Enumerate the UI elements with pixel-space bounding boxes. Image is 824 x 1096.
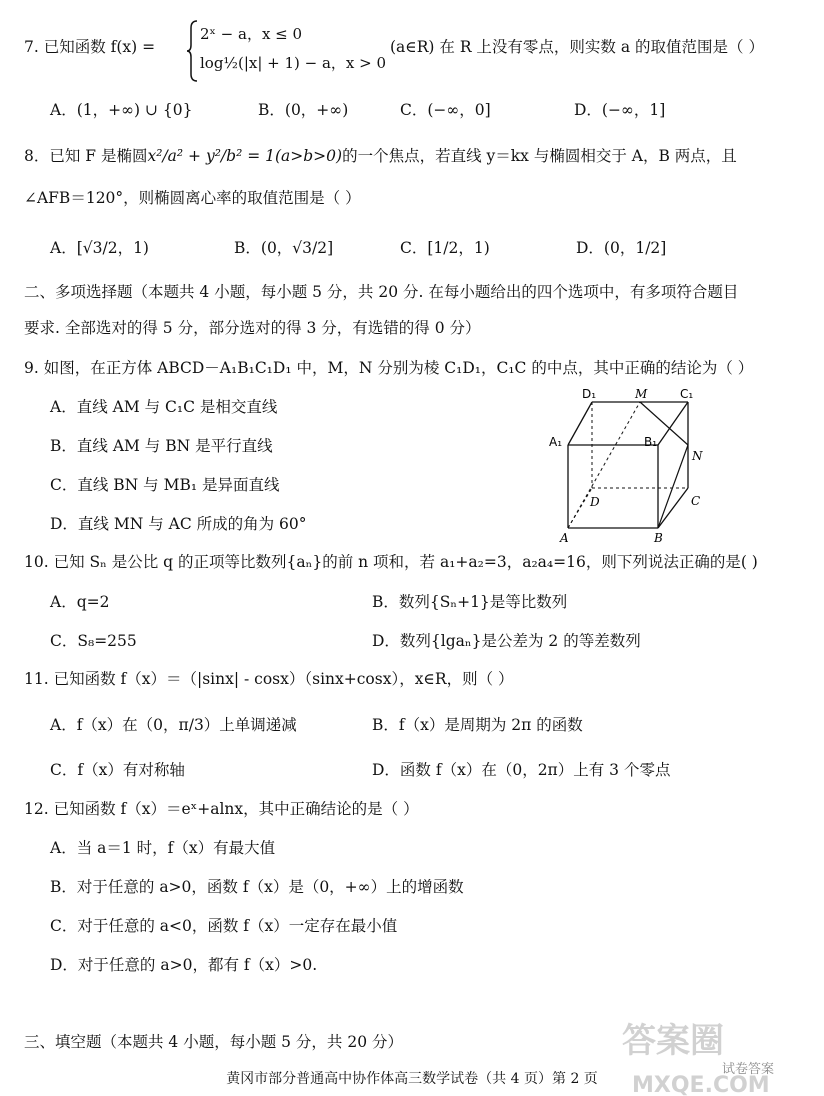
- watermark-subtext: 试卷答案: [721, 1062, 774, 1077]
- q12-stem: 12. 已知函数 f（x）＝eˣ+alnx，其中正确结论的是（ ）: [24, 800, 419, 818]
- q12-option-d: D．对于任意的 a>0，都有 f（x）>0.: [50, 956, 318, 974]
- q7-piece-2: log½(|x| + 1) − a，x > 0: [200, 54, 387, 72]
- label-c1: C₁: [680, 387, 694, 401]
- q9-stem: 9. 如图，在正方体 ABCD－A₁B₁C₁D₁ 中，M，N 分别为棱 C₁D₁，C₁C 的中点，其中正确的结论为（ ）: [24, 359, 754, 377]
- label-d: D: [590, 495, 600, 509]
- q8-option-c: C．[1/2，1): [400, 239, 490, 257]
- watermark-logo-text: 答案圈: [622, 1021, 724, 1061]
- q9-option-b: B．直线 AM 与 BN 是平行直线: [50, 437, 273, 455]
- section-3-heading: 三、填空题（本题共 4 小题，每小题 5 分，共 20 分）: [24, 1033, 404, 1051]
- q12-option-a: A．当 a＝1 时，f（x）有最大值: [50, 839, 276, 857]
- q7-lead: 7. 已知函数 f(x) =: [24, 38, 156, 56]
- q10-option-a: A．q=2: [50, 593, 110, 611]
- q9-option-d: D．直线 MN 与 AC 所成的角为 60°: [50, 515, 307, 533]
- label-m: M: [635, 387, 648, 401]
- q8-option-d: D．(0，1/2]: [576, 239, 667, 257]
- cube-diagram: [540, 380, 720, 545]
- label-c: C: [691, 494, 701, 508]
- q11-stem: 11. 已知函数 f（x）＝（|sinx| - cosx）（sinx+cosx），x∈R，则（ ）: [24, 670, 514, 688]
- q8-option-b: B．(0，√3/2]: [234, 239, 334, 257]
- q10-option-d: D．数列{lgaₙ}是公差为 2 的等差数列: [372, 632, 641, 650]
- page-footer: 黄冈市部分普通高中协作体高三数学试卷（共 4 页）第 2 页: [226, 1071, 598, 1087]
- label-a1: A₁: [549, 435, 563, 449]
- q8-prefix: 8．已知 F 是椭圆: [24, 147, 148, 165]
- q10-stem: 10. 已知 Sₙ 是公比 q 的正项等比数列{aₙ}的前 n 项和，若 a₁+a₂=3，a₂a₄=16，则下列说法正确的是( ): [24, 553, 758, 571]
- q8-line-2: ∠AFB＝120°，则椭圆离心率的取值范围是（ ）: [24, 189, 361, 207]
- q11-option-c: C．f（x）有对称轴: [50, 761, 185, 779]
- label-a: A: [560, 531, 569, 545]
- q7-option-d: D．(−∞，1]: [574, 101, 666, 119]
- q10-option-c: C．S₈=255: [50, 632, 137, 650]
- q12-option-b: B．对于任意的 a>0，函数 f（x）是（0，+∞）上的增函数: [50, 878, 464, 896]
- q9-option-c: C．直线 BN 与 MB₁ 是异面直线: [50, 476, 280, 494]
- q8-option-a: A．[√3/2，1): [50, 239, 149, 257]
- q7-piece-1: 2ˣ − a，x ≤ 0: [200, 25, 303, 43]
- q7-option-a: A．(1，+∞) ∪ {0}: [50, 101, 193, 119]
- brace-symbol: [186, 20, 198, 82]
- q8-suffix: 的一个焦点，若直线 y＝kx 与椭圆相交于 A，B 两点，且: [342, 147, 737, 165]
- section-2-instructions: 要求. 全部选对的得 5 分，部分选对的得 3 分，有选错的得 0 分）: [24, 319, 481, 337]
- q9-option-a: A．直线 AM 与 C₁C 是相交直线: [50, 398, 278, 416]
- section-2-heading: 二、多项选择题（本题共 4 小题，每小题 5 分，共 20 分. 在每小题给出的四个选项中，有多项符合题目: [24, 283, 739, 301]
- q11-option-a: A．f（x）在（0，π/3）上单调递减: [50, 716, 297, 734]
- q11-option-b: B．f（x）是周期为 2π 的函数: [372, 716, 583, 734]
- q8-line-1: [24, 146, 737, 166]
- watermark-url: MXQE.COM: [632, 1073, 770, 1096]
- q11-option-d: D．函数 f（x）在（0，2π）上有 3 个零点: [372, 761, 671, 779]
- label-d1: D₁: [582, 387, 597, 401]
- q7-option-b: B．(0，+∞): [258, 101, 349, 119]
- label-n: N: [692, 449, 703, 463]
- q10-option-b: B．数列{Sₙ+1}是等比数列: [372, 593, 568, 611]
- q7-tail: (a∈R) 在 R 上没有零点，则实数 a 的取值范围是（ ）: [390, 38, 764, 56]
- label-b: B: [654, 531, 663, 545]
- ellipse-equation: x²/a² + y²/b² = 1(a>b>0): [147, 147, 343, 165]
- q12-option-c: C．对于任意的 a<0，函数 f（x）一定存在最小值: [50, 917, 398, 935]
- label-b1: B₁: [644, 435, 658, 449]
- q7-option-c: C．(−∞，0]: [400, 101, 491, 119]
